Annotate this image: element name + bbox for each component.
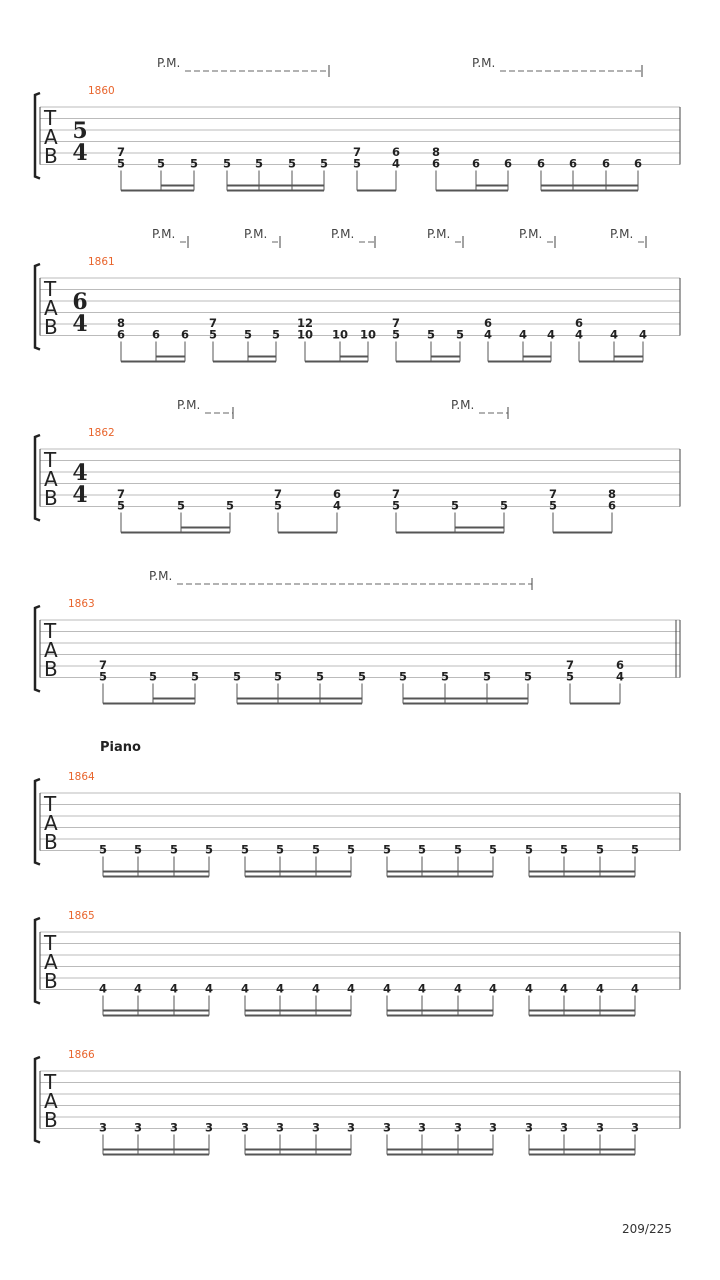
fret-number-string6: 5 — [116, 498, 126, 513]
fret-number-string6: 4 — [609, 327, 619, 342]
fret-number-string6: 5 — [488, 842, 498, 857]
system-bracket — [35, 93, 40, 179]
fret-number-string6: 5 — [208, 327, 218, 342]
fret-number-string6: 3 — [133, 1120, 143, 1135]
fret-number-string6: 4 — [518, 327, 528, 342]
fret-number-string6: 5 — [275, 842, 285, 857]
fret-number-string6: 10 — [331, 327, 349, 342]
fret-number-string6: 5 — [440, 669, 450, 684]
tab-clef-b: B — [44, 969, 58, 993]
fret-number-string6: 6 — [601, 156, 611, 171]
tab-clef-t: T — [44, 448, 57, 472]
fret-number-string6: 4 — [546, 327, 556, 342]
fret-number-string6: 5 — [357, 669, 367, 684]
palm-mute-label: P.M. — [157, 56, 181, 70]
fret-number-string6: 5 — [398, 669, 408, 684]
fret-number-string6: 5 — [116, 156, 126, 171]
fret-number-string6: 3 — [382, 1120, 392, 1135]
fret-number-string6: 3 — [453, 1120, 463, 1135]
fret-number-string5: 12 — [296, 316, 314, 330]
fret-number-string6: 4 — [98, 981, 108, 996]
fret-number-string5: 6 — [391, 145, 401, 159]
fret-number-string6: 3 — [240, 1120, 250, 1135]
fret-number-string6: 3 — [346, 1120, 356, 1135]
fret-number-string6: 3 — [595, 1120, 605, 1135]
fret-number-string5: 7 — [391, 316, 401, 330]
fret-number-string6: 5 — [482, 669, 492, 684]
fret-number-string6: 5 — [225, 498, 235, 513]
tab-clef-a: A — [44, 638, 58, 662]
system-bracket — [35, 435, 40, 521]
fret-number-string6: 5 — [240, 842, 250, 857]
tab-clef-b: B — [44, 657, 58, 681]
tab-clef-a: A — [44, 467, 58, 491]
fret-number-string6: 4 — [382, 981, 392, 996]
bar-number: 1866 — [68, 1049, 95, 1061]
bar-number: 1864 — [68, 771, 95, 783]
fret-number-string6: 4 — [311, 981, 321, 996]
fret-number-string6: 5 — [98, 669, 108, 684]
fret-number-string5: 7 — [98, 658, 108, 672]
tab-clef-b: B — [44, 1108, 58, 1132]
palm-mute-label: P.M. — [177, 398, 201, 412]
fret-number-string6: 5 — [450, 498, 460, 513]
bar-number: 1860 — [88, 85, 115, 97]
fret-number-string6: 3 — [417, 1120, 427, 1135]
fret-number-string6: 4 — [204, 981, 214, 996]
tab-clef-t: T — [44, 1070, 57, 1094]
time-sig-bottom: 4 — [72, 311, 88, 337]
fret-number-string6: 10 — [296, 327, 314, 342]
time-sig-top: 6 — [72, 289, 88, 315]
fret-number-string6: 5 — [548, 498, 558, 513]
fret-number-string6: 5 — [169, 842, 179, 857]
fret-number-string5: 7 — [391, 487, 401, 501]
fret-number-string6: 5 — [190, 669, 200, 684]
fret-number-string6: 4 — [488, 981, 498, 996]
tab-clef-a: A — [44, 811, 58, 835]
tab-clef-b: B — [44, 315, 58, 339]
palm-mute-label: P.M. — [244, 227, 268, 241]
time-sig-bottom: 4 — [72, 140, 88, 166]
fret-number-string6: 5 — [499, 498, 509, 513]
fret-number-string5: 7 — [352, 145, 362, 159]
fret-number-string6: 5 — [204, 842, 214, 857]
tab-clef-b: B — [44, 144, 58, 168]
fret-number-string6: 5 — [176, 498, 186, 513]
fret-number-string6: 10 — [359, 327, 377, 342]
palm-mute-label: P.M. — [451, 398, 475, 412]
time-sig-top: 4 — [72, 460, 88, 486]
fret-number-string6: 4 — [417, 981, 427, 996]
fret-number-string6: 3 — [559, 1120, 569, 1135]
tab-clef-a: A — [44, 1089, 58, 1113]
fret-number-string6: 5 — [391, 327, 401, 342]
fret-number-string6: 5 — [319, 156, 329, 171]
fret-number-string5: 7 — [208, 316, 218, 330]
page-number: 209/225 — [622, 1222, 672, 1236]
fret-number-string6: 4 — [483, 327, 493, 342]
fret-number-string6: 6 — [116, 327, 126, 342]
fret-number-string6: 5 — [189, 156, 199, 171]
fret-number-string6: 6 — [633, 156, 643, 171]
fret-number-string6: 4 — [559, 981, 569, 996]
instrument-label: Piano — [100, 740, 141, 755]
fret-number-string6: 6 — [431, 156, 441, 171]
fret-number-string6: 4 — [332, 498, 342, 513]
tab-clef-a: A — [44, 296, 58, 320]
fret-number-string5: 7 — [565, 658, 575, 672]
bar-number: 1861 — [88, 256, 115, 268]
system-bracket — [35, 606, 40, 692]
palm-mute-label: P.M. — [331, 227, 355, 241]
fret-number-string6: 6 — [536, 156, 546, 171]
fret-number-string6: 4 — [595, 981, 605, 996]
fret-number-string6: 5 — [232, 669, 242, 684]
fret-number-string5: 6 — [483, 316, 493, 330]
fret-number-string6: 4 — [346, 981, 356, 996]
palm-mute-label: P.M. — [472, 56, 496, 70]
fret-number-string6: 3 — [98, 1120, 108, 1135]
fret-number-string6: 3 — [488, 1120, 498, 1135]
fret-number-string6: 5 — [346, 842, 356, 857]
fret-number-string5: 7 — [116, 145, 126, 159]
tab-clef-a: A — [44, 950, 58, 974]
fret-number-string6: 5 — [315, 669, 325, 684]
fret-number-string5: 7 — [116, 487, 126, 501]
system-bracket — [35, 779, 40, 865]
fret-number-string6: 5 — [595, 842, 605, 857]
fret-number-string6: 5 — [311, 842, 321, 857]
fret-number-string5: 8 — [607, 487, 617, 501]
tab-clef-t: T — [44, 277, 57, 301]
fret-number-string6: 5 — [271, 327, 281, 342]
fret-number-string6: 5 — [243, 327, 253, 342]
fret-number-string5: 7 — [548, 487, 558, 501]
palm-mute-label: P.M. — [427, 227, 451, 241]
palm-mute-label: P.M. — [149, 569, 173, 583]
fret-number-string6: 5 — [148, 669, 158, 684]
tab-clef-b: B — [44, 830, 58, 854]
fret-number-string6: 5 — [391, 498, 401, 513]
fret-number-string6: 5 — [455, 327, 465, 342]
fret-number-string6: 4 — [524, 981, 534, 996]
fret-number-string6: 3 — [169, 1120, 179, 1135]
fret-number-string6: 5 — [287, 156, 297, 171]
fret-number-string6: 5 — [630, 842, 640, 857]
system-bracket — [35, 918, 40, 1004]
fret-number-string6: 3 — [275, 1120, 285, 1135]
time-sig-bottom: 4 — [72, 482, 88, 508]
time-sig-top: 5 — [72, 118, 88, 144]
bar-number: 1863 — [68, 598, 95, 610]
fret-number-string5: 6 — [574, 316, 584, 330]
fret-number-string6: 5 — [523, 669, 533, 684]
bar-number: 1865 — [68, 910, 95, 922]
fret-number-string6: 3 — [311, 1120, 321, 1135]
fret-number-string6: 6 — [471, 156, 481, 171]
fret-number-string6: 6 — [180, 327, 190, 342]
fret-number-string6: 4 — [240, 981, 250, 996]
fret-number-string6: 5 — [426, 327, 436, 342]
palm-mute-label: P.M. — [152, 227, 176, 241]
fret-number-string6: 4 — [275, 981, 285, 996]
fret-number-string6: 3 — [524, 1120, 534, 1135]
fret-number-string6: 4 — [615, 669, 625, 684]
fret-number-string6: 5 — [222, 156, 232, 171]
fret-number-string6: 4 — [133, 981, 143, 996]
fret-number-string6: 5 — [156, 156, 166, 171]
fret-number-string6: 4 — [453, 981, 463, 996]
palm-mute-label: P.M. — [519, 227, 543, 241]
fret-number-string6: 5 — [417, 842, 427, 857]
system-bracket — [35, 1057, 40, 1143]
fret-number-string5: 7 — [273, 487, 283, 501]
fret-number-string6: 5 — [273, 669, 283, 684]
fret-number-string6: 6 — [607, 498, 617, 513]
fret-number-string6: 4 — [574, 327, 584, 342]
fret-number-string6: 5 — [133, 842, 143, 857]
fret-number-string6: 5 — [565, 669, 575, 684]
palm-mute-label: P.M. — [610, 227, 634, 241]
fret-number-string6: 4 — [630, 981, 640, 996]
system-bracket — [35, 264, 40, 350]
fret-number-string5: 6 — [615, 658, 625, 672]
tab-clef-a: A — [44, 125, 58, 149]
fret-number-string6: 4 — [391, 156, 401, 171]
tab-clef-t: T — [44, 619, 57, 643]
fret-number-string6: 5 — [453, 842, 463, 857]
fret-number-string5: 8 — [431, 145, 441, 159]
fret-number-string6: 4 — [169, 981, 179, 996]
fret-number-string6: 5 — [273, 498, 283, 513]
fret-number-string6: 5 — [382, 842, 392, 857]
fret-number-string6: 5 — [254, 156, 264, 171]
tab-clef-t: T — [44, 931, 57, 955]
fret-number-string6: 5 — [559, 842, 569, 857]
fret-number-string6: 5 — [352, 156, 362, 171]
fret-number-string6: 6 — [151, 327, 161, 342]
fret-number-string5: 6 — [332, 487, 342, 501]
fret-number-string5: 8 — [116, 316, 126, 330]
fret-number-string6: 3 — [630, 1120, 640, 1135]
fret-number-string6: 4 — [638, 327, 648, 342]
tab-clef-b: B — [44, 486, 58, 510]
fret-number-string6: 6 — [568, 156, 578, 171]
bar-number: 1862 — [88, 427, 115, 439]
fret-number-string6: 5 — [524, 842, 534, 857]
fret-number-string6: 5 — [98, 842, 108, 857]
tab-clef-t: T — [44, 106, 57, 130]
fret-number-string6: 3 — [204, 1120, 214, 1135]
fret-number-string6: 6 — [503, 156, 513, 171]
tab-clef-t: T — [44, 792, 57, 816]
